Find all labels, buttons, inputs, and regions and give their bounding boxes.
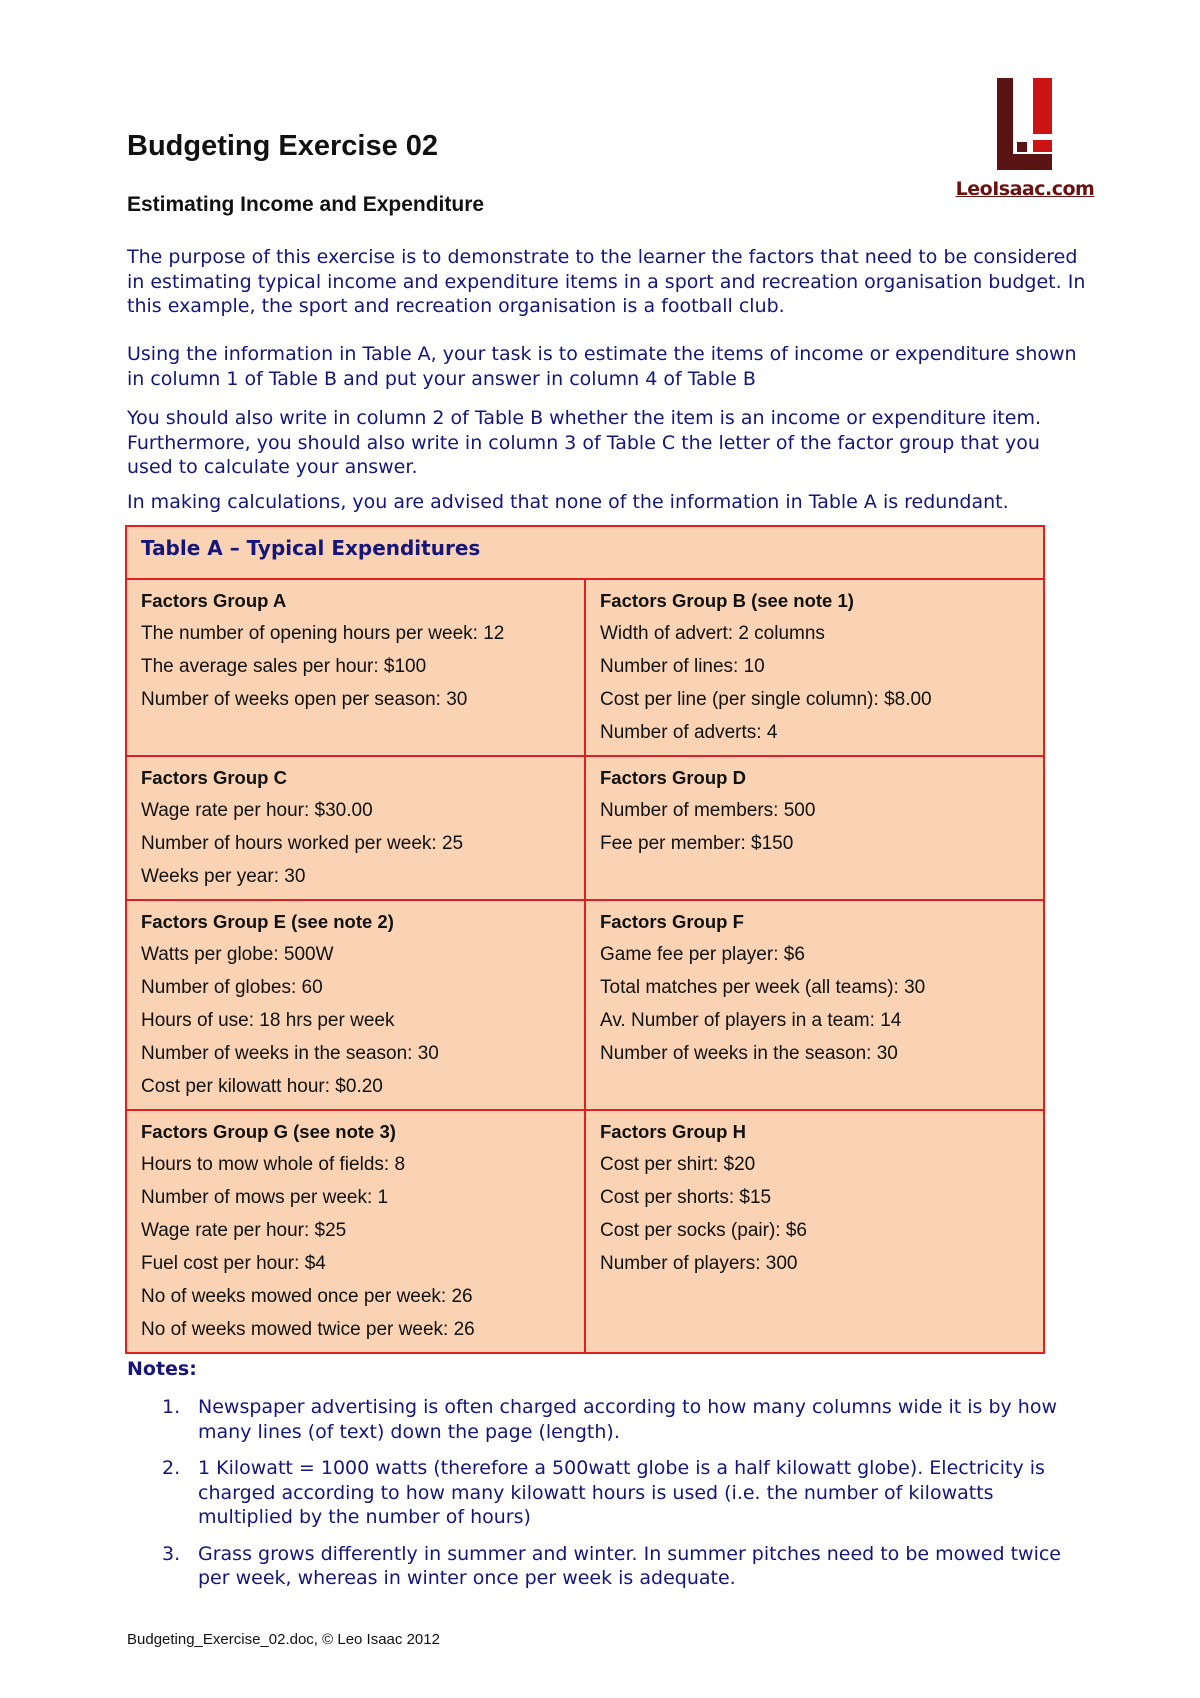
group-line: Cost per shirt: $20 — [600, 1154, 756, 1175]
instruction-paragraph: You should also write in column 2 of Table B whether the item is an income or expenditure item. Furthermore, you should also write in column 3 of Table C the letter of the factor group that you used to calculate your answer. — [127, 407, 1041, 478]
group-line: Number of lines: 10 — [600, 656, 765, 677]
table-a — [125, 525, 1045, 1354]
group-line: No of weeks mowed twice per week: 26 — [141, 1319, 475, 1340]
group-line: Watts per globe: 500W — [141, 944, 334, 965]
leoisaac-logo — [955, 78, 1095, 208]
group-heading: Factors Group E (see note 2) — [141, 911, 394, 932]
group-line: Cost per line (per single column): $8.00 — [600, 689, 932, 710]
group-line: Number of weeks in the season: 30 — [600, 1043, 898, 1064]
group-line: Weeks per year: 30 — [141, 866, 306, 887]
group-line: Hours of use: 18 hrs per week — [141, 1010, 395, 1031]
group-line: Wage rate per hour: $30.00 — [141, 800, 373, 821]
group-heading: Factors Group C — [141, 767, 287, 788]
note-item — [162, 1456, 1082, 1530]
group-line: The average sales per hour: $100 — [141, 656, 427, 677]
group-line: Width of advert: 2 columns — [600, 623, 825, 644]
group-line: The number of opening hours per week: 12 — [141, 623, 505, 644]
note-number: 3. — [162, 1542, 181, 1565]
group-line: Number of adverts: 4 — [600, 722, 778, 743]
table-a-title: Table A – Typical Expenditures — [141, 536, 481, 560]
factors-group-h — [585, 1110, 1044, 1353]
factors-group-b — [585, 579, 1044, 756]
group-line: Number of weeks open per season: 30 — [141, 689, 468, 710]
note-number: 1. — [162, 1396, 181, 1418]
factors-group-g — [126, 1110, 585, 1353]
note-item — [162, 1395, 1082, 1444]
group-line: Cost per shorts: $15 — [600, 1187, 772, 1208]
note-item — [162, 1542, 1082, 1591]
logo-text: LeoIsaac.com — [955, 178, 1095, 200]
group-line: Number of weeks in the season: 30 — [141, 1043, 439, 1064]
group-line: Total matches per week (all teams): 30 — [600, 977, 926, 998]
notes-title: Notes: — [127, 1358, 197, 1380]
note-text: Newspaper advertising is often charged according to how many columns wide it is by how many lines (of text) down the page (length). — [198, 1396, 1057, 1443]
group-line: Fuel cost per hour: $4 — [141, 1253, 326, 1274]
task-paragraph: Using the information in Table A, your task is to estimate the items of income or expenditure shown in column 1 of Table B and put your answer in column 4 of Table B — [127, 343, 1077, 390]
group-line: Number of mows per week: 1 — [141, 1187, 389, 1208]
factors-group-a — [126, 579, 585, 756]
page-subtitle: Estimating Income and Expenditure — [127, 193, 485, 216]
group-heading: Factors Group A — [141, 590, 287, 611]
group-line: Number of hours worked per week: 25 — [141, 833, 464, 854]
group-heading: Factors Group F — [600, 911, 744, 932]
group-heading: Factors Group G (see note 3) — [141, 1121, 396, 1142]
group-line: Number of members: 500 — [600, 800, 816, 821]
logo-mark-icon — [997, 78, 1052, 170]
group-line: No of weeks mowed once per week: 26 — [141, 1286, 473, 1307]
group-heading: Factors Group D — [600, 767, 746, 788]
group-line: Number of globes: 60 — [141, 977, 323, 998]
group-line: Av. Number of players in a team: 14 — [600, 1010, 902, 1031]
group-line: Wage rate per hour: $25 — [141, 1220, 347, 1241]
notes-list — [162, 1395, 1082, 1603]
page-footer: Budgeting_Exercise_02.doc, © Leo Isaac 2012 — [127, 1631, 440, 1648]
group-line: Cost per socks (pair): $6 — [600, 1220, 807, 1241]
advice-paragraph: In making calculations, you are advised that none of the information in Table A is redundant. — [127, 491, 1009, 513]
factors-group-d — [585, 756, 1044, 900]
group-heading: Factors Group B (see note 1) — [600, 590, 854, 611]
note-text: Grass grows differently in summer and winter. In summer pitches need to be mowed twice per week, whereas in winter once per week is adequate. — [198, 1542, 1061, 1589]
group-heading: Factors Group H — [600, 1121, 746, 1142]
group-line: Cost per kilowatt hour: $0.20 — [141, 1076, 383, 1097]
group-line: Number of players: 300 — [600, 1253, 798, 1274]
group-line: Fee per member: $150 — [600, 833, 794, 854]
factors-group-e — [126, 900, 585, 1110]
table-a-header — [126, 526, 1044, 579]
group-line: Game fee per player: $6 — [600, 944, 805, 965]
note-text: 1 Kilowatt = 1000 watts (therefore a 500watt globe is a half kilowatt globe). Electricity is charged according to how many kilowatt hours is used (i.e. the number of kilowatts multiplied by the number of hours) — [198, 1457, 1045, 1528]
note-number: 2. — [162, 1457, 181, 1479]
group-line: Hours to mow whole of fields: 8 — [141, 1154, 406, 1175]
factors-group-c — [126, 756, 585, 900]
page-title: Budgeting Exercise 02 — [127, 130, 439, 162]
intro-paragraph: The purpose of this exercise is to demonstrate to the learner the factors that need to be considered in estimating typical income and expenditure items in a sport and recreation organisation budget. In this example, the sport and recreation organisation is a football club. — [127, 246, 1086, 317]
factors-group-f — [585, 900, 1044, 1110]
